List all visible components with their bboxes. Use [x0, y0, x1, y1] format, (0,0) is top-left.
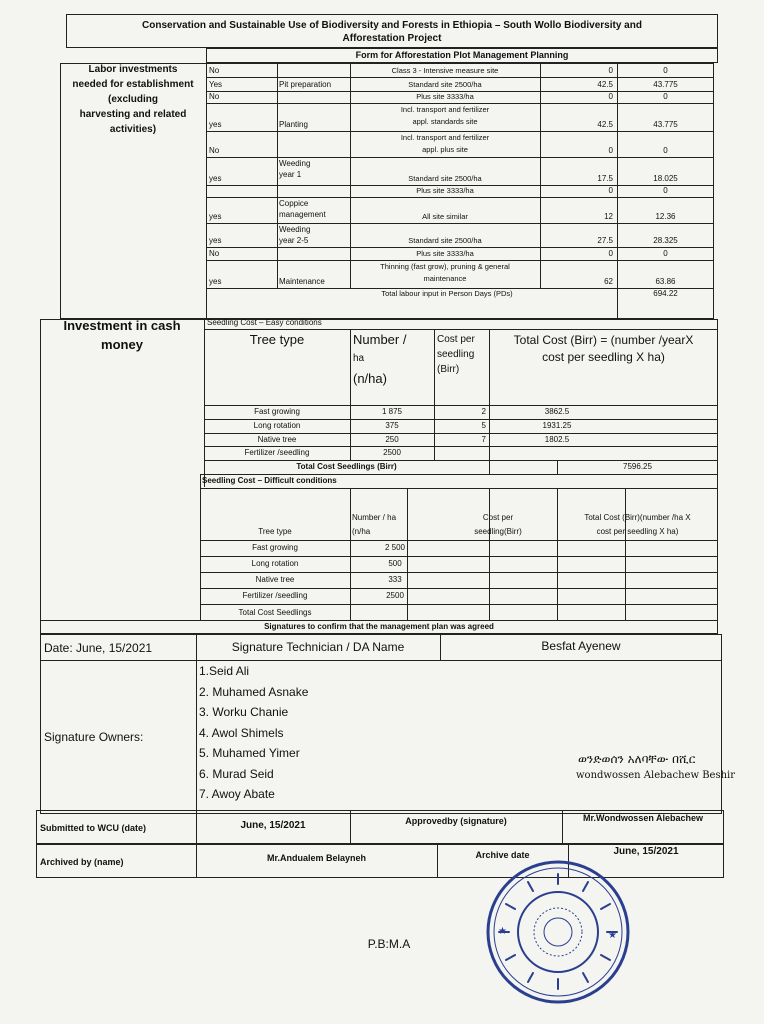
title-line-2: Afforestation Project [342, 33, 442, 44]
easy-col-cost-1: Cost per [437, 334, 475, 345]
labor-value-2: 0 [663, 66, 668, 75]
labor-desc: Standard site 2500/ha [408, 174, 482, 183]
labor-desc: Incl. transport and fertilizer [400, 105, 490, 114]
labor-desc: maintenance [423, 274, 467, 283]
approved-name: Mr.Wondwossen Alebachew [582, 813, 704, 823]
diff-col-number-2: (n/ha [352, 527, 371, 536]
easy-row-type: Fertilizer /seedling [244, 448, 310, 458]
easy-row-total: 1802.5 [544, 434, 570, 444]
labor-activity: year 2-5 [279, 236, 309, 245]
labor-value-1: 27.5 [597, 236, 613, 245]
easy-total-label: Total Cost Seedlings (Birr) [296, 462, 397, 471]
submitted-label: Submitted to WCU (date) [40, 823, 146, 833]
owner-name: 2. Muhamed Asnake [199, 684, 309, 699]
diff-row-number: 500 [388, 559, 402, 568]
labor-yn: No [209, 92, 220, 101]
labor-desc: Standard site 2500/ha [408, 80, 482, 89]
labor-activity: Coppice [279, 199, 309, 208]
easy-row-cost: 5 [481, 420, 486, 430]
owners-label: Signature Owners: [44, 730, 144, 744]
cash-section [40, 319, 718, 634]
diff-col-tree: Tree type [258, 527, 292, 536]
easy-col-number-2: ha [353, 353, 365, 364]
labor-yn: No [209, 146, 220, 155]
diff-col-cost-2: seedling(Birr) [474, 527, 522, 536]
form-title: Form for Afforestation Plot Management Planning [355, 50, 569, 60]
labor-activity: Pit preparation [279, 80, 332, 89]
labor-yn: Yes [209, 80, 223, 89]
labor-label-line: Labor investments [88, 64, 178, 75]
easy-col-number-1: Number / [353, 332, 407, 347]
diff-col-total-1: Total Cost (Birr)(number /ha X [584, 513, 691, 522]
diff-row-type: Native tree [255, 575, 295, 584]
labor-yn: yes [209, 120, 222, 129]
easy-col-cost-3: (Birr) [437, 364, 460, 375]
cash-label-2: money [101, 337, 143, 352]
diff-row-number: 2500 [386, 591, 404, 600]
labor-activity: management [279, 210, 326, 219]
signature-section [40, 634, 722, 814]
labor-value-1: 17.5 [597, 174, 613, 183]
easy-col-cost-2: seedling [437, 349, 475, 360]
svg-text:★: ★ [608, 930, 617, 941]
labor-total-value: 694.22 [653, 289, 678, 298]
labor-label-line: (excluding [107, 94, 158, 105]
labor-value-2: 43.775 [653, 120, 678, 129]
labor-value-1: 12 [604, 212, 613, 221]
labor-activity: Maintenance [279, 277, 325, 286]
labor-value-1: 0 [608, 186, 613, 195]
labor-yn: yes [209, 174, 222, 183]
archived-name: Mr.Andualem Belayneh [266, 853, 367, 863]
easy-row-cost: 2 [481, 407, 486, 416]
diff-title: Seedling Cost – Difficult conditions [202, 476, 337, 485]
diff-col-cost-1: Cost per [482, 513, 514, 522]
labor-value-1: 62 [604, 277, 613, 286]
labor-activity: Weeding [279, 159, 311, 168]
archived-label: Archived by (name) [40, 857, 124, 867]
labor-desc: Thinning (fast grow), pruning & general [380, 262, 510, 271]
labor-desc: Plus site 3333/ha [416, 249, 474, 258]
easy-row-cost: 7 [481, 434, 486, 444]
labor-desc: Incl. transport and fertilizer [400, 133, 490, 142]
diff-row-number: 2 500 [384, 543, 406, 552]
owner-name: 4. Awol Shimels [199, 725, 284, 740]
easy-total-value: 7596.25 [623, 462, 652, 471]
easy-row-total: 1931.25 [542, 420, 572, 430]
signature-amharic: ወንድወሰን አለባቸው በሺር [578, 752, 696, 766]
labor-yn: yes [209, 277, 222, 286]
easy-row-number: 1 875 [381, 407, 403, 416]
submitted-date: June, 15/2021 [240, 820, 306, 831]
labor-activity: year 1 [279, 170, 302, 179]
diff-row-type: Fast growing [252, 543, 298, 552]
labor-value-2: 63.86 [655, 277, 676, 286]
diff-row-type: Fertilizer /seedling [242, 591, 308, 600]
owner-name: 7. Awoy Abate [199, 787, 275, 801]
date-label: Date: June, 15/2021 [44, 641, 153, 655]
labor-desc: All site similar [422, 212, 468, 221]
easy-row-number: 375 [385, 420, 399, 430]
labor-desc: Plus site 3333/ha [416, 92, 474, 101]
labor-value-1: 0 [608, 249, 613, 258]
labor-yn: No [209, 66, 220, 75]
svg-text:★: ★ [498, 926, 507, 937]
labor-desc: appl. standards site [412, 117, 478, 126]
labor-value-1: 0 [608, 146, 613, 155]
labor-label-line: needed for establishment [72, 79, 194, 90]
labor-label-line: harvesting and related [79, 109, 187, 120]
labor-value-1: 42.5 [597, 80, 613, 89]
labor-value-2: 0 [663, 186, 668, 195]
labor-value-2: 0 [663, 146, 668, 155]
labor-desc: Class 3 - Intensive measure site [391, 66, 499, 75]
easy-col-tree: Tree type [249, 332, 305, 347]
easy-row-type: Native tree [257, 434, 297, 444]
owner-name: 1.Seid Ali [199, 664, 250, 678]
easy-col-number-3: (n/ha) [353, 371, 387, 386]
labor-value-1: 0 [608, 66, 613, 75]
cash-label-1: Investment in cash [63, 318, 181, 333]
archive-date: June, 15/2021 [613, 846, 679, 857]
labor-activity: Planting [279, 120, 308, 129]
labor-value-2: 18.025 [653, 174, 678, 183]
labor-value-2: 12.36 [655, 212, 676, 221]
easy-row-number: 2500 [383, 448, 401, 458]
easy-title: Seedling Cost – Easy conditions [207, 318, 322, 327]
labor-value-2: 28.325 [653, 236, 678, 245]
diff-col-number-1: Number / ha [352, 513, 397, 522]
labor-label-line: activities) [109, 124, 157, 135]
diff-row-type: Long rotation [251, 559, 299, 568]
archive-date-label: Archive date [475, 850, 530, 860]
tech-label: Signature Technician / DA Name [231, 640, 405, 654]
easy-col-total-2: cost per seedling X ha) [542, 350, 665, 364]
labor-activity: Weeding [279, 225, 311, 234]
approved-label: Approvedby (signature) [405, 816, 507, 826]
diff-total-label: Total Cost Seedlings [238, 608, 312, 617]
labor-desc: Plus site 3333/ha [416, 186, 474, 195]
easy-row-type: Fast growing [254, 407, 300, 416]
owner-name: 3. Worku Chanie [199, 705, 289, 719]
easy-row-type: Long rotation [253, 420, 301, 430]
confirm-text: Signatures to confirm that the management plan was agreed [264, 622, 494, 631]
labor-value-2: 43.775 [653, 80, 678, 89]
diff-col-total-2: cost per seedling X ha) [596, 527, 679, 536]
labor-total-label: Total labour input in Person Days (PDs) [381, 289, 513, 298]
labor-value-2: 0 [663, 249, 668, 258]
tech-name: Besfat Ayenew [541, 639, 621, 653]
labor-value-1: 42.5 [597, 120, 613, 129]
labor-yn: No [209, 249, 220, 258]
easy-row-number: 250 [385, 434, 399, 444]
labor-yn: yes [209, 212, 222, 221]
title-line-1: Conservation and Sustainable Use of Biodiversity and Forests in Ethiopia – South Wollo Biodiversity and [142, 20, 642, 31]
labor-value-1: 0 [608, 92, 613, 101]
easy-row-total: 3862.5 [544, 407, 570, 416]
official-stamp [484, 858, 632, 1006]
labor-desc: appl. plus site [422, 145, 468, 154]
easy-col-total-1: Total Cost (Birr) = (number /yearX [513, 333, 694, 347]
footer-initials: P.B:M.A [367, 937, 411, 951]
signature-latin: wondwossen Alebachew Beshir [576, 770, 736, 781]
owner-name: 5. Muhamed Yimer [199, 746, 300, 760]
owner-name: 6. Murad Seid [199, 766, 274, 781]
labor-value-2: 0 [663, 92, 668, 101]
labor-desc: Standard site 2500/ha [408, 236, 482, 245]
diff-row-number: 333 [388, 575, 402, 584]
labor-yn: yes [209, 236, 222, 245]
